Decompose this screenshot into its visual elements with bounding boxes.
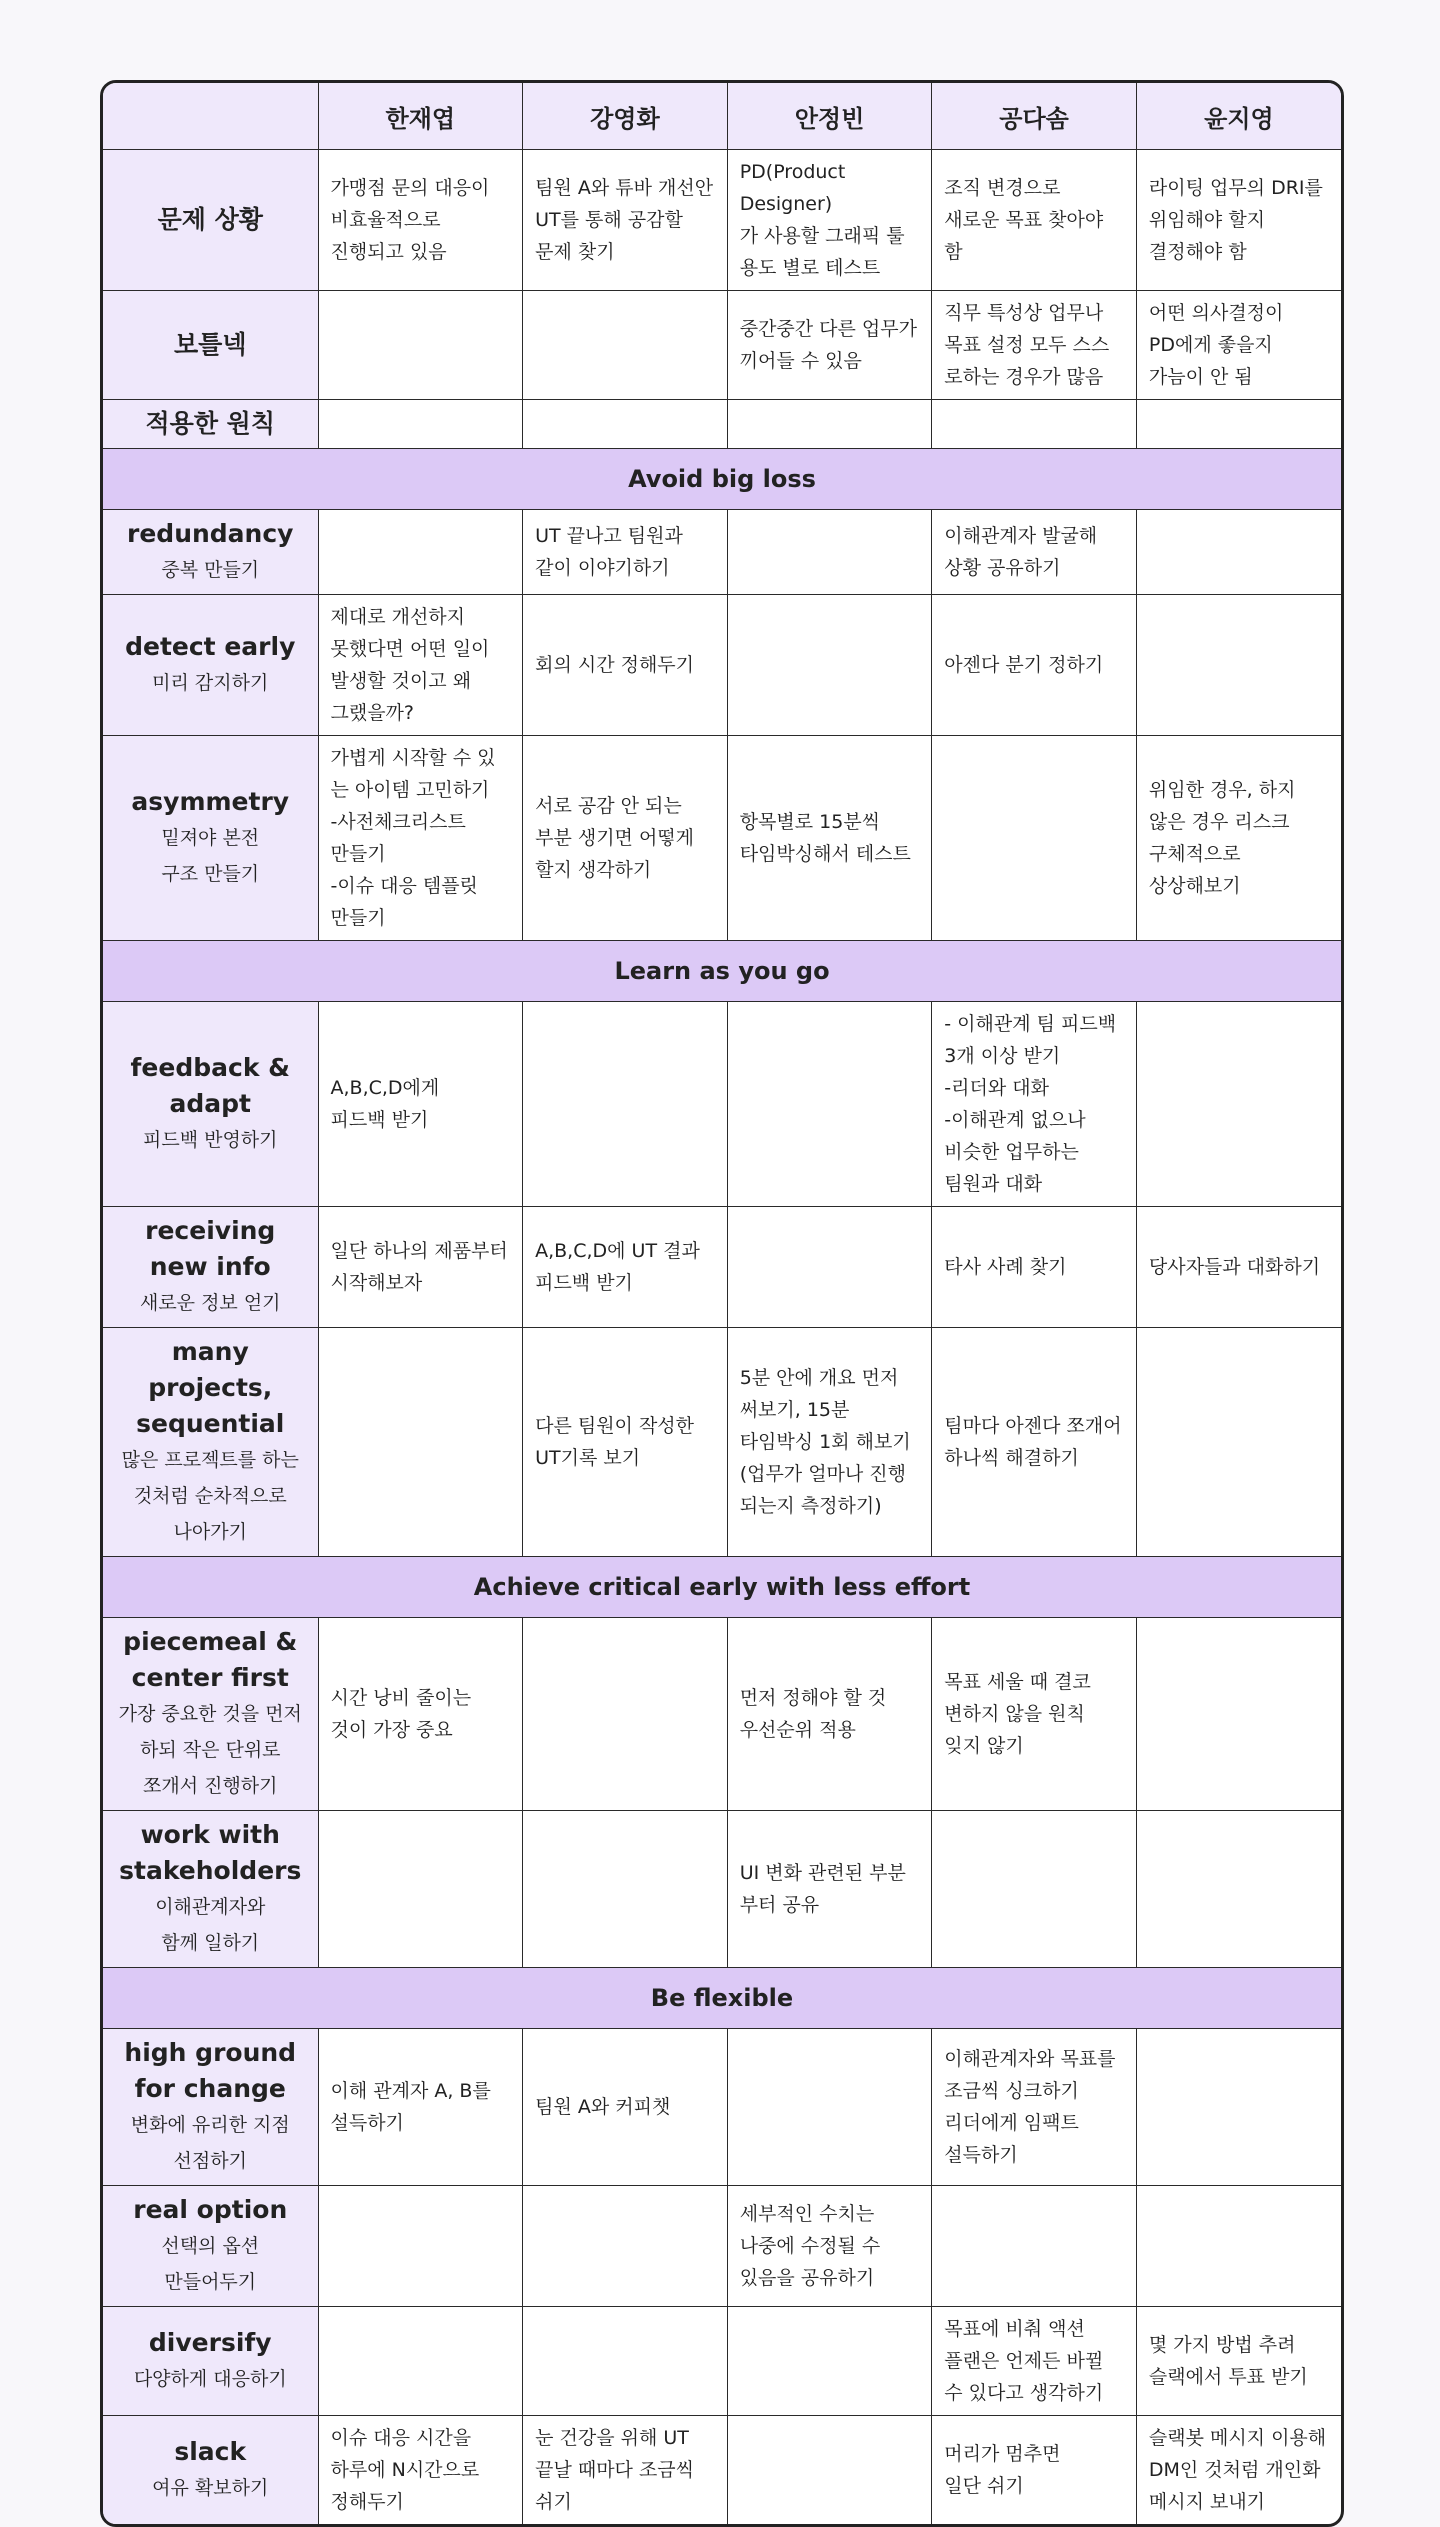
section-row <box>103 1968 1341 2029</box>
table-cell: A,B,C,D에 UT 결과 피드백 받기 <box>523 1207 728 1328</box>
row-label <box>103 1811 318 1968</box>
principle-name: high ground for change <box>124 2038 297 2103</box>
principle-description: 가장 중요한 것을 먼저 하되 작은 단위로 쪼개서 진행하기 <box>118 1703 302 1797</box>
table-row <box>103 1618 1341 1811</box>
table-cell: 팀마다 아젠다 쪼개어 하나씩 해결하기 <box>932 1328 1137 1557</box>
table-cell <box>727 1002 932 1207</box>
table-cell: 이해관계자 발굴해 상황 공유하기 <box>932 510 1137 595</box>
table-cell: 머리가 멈추면 일단 쉬기 <box>932 2416 1137 2525</box>
table-cell: 직무 특성상 업무나 목표 설정 모두 스스 로하는 경우가 많음 <box>932 291 1137 400</box>
principle-name: detect early <box>125 632 296 661</box>
row-label <box>103 2307 318 2416</box>
table-cell: 시간 낭비 줄이는 것이 가장 중요 <box>318 1618 523 1811</box>
column-header: 한재엽 <box>318 83 523 150</box>
row-label <box>103 510 318 595</box>
table-cell <box>727 510 932 595</box>
table-cell: 다른 팀원이 작성한 UT기록 보기 <box>523 1328 728 1557</box>
section-row <box>103 1557 1341 1618</box>
table-cell <box>318 2307 523 2416</box>
table-cell <box>318 291 523 400</box>
row-label <box>103 1328 318 1557</box>
table-cell: 회의 시간 정해두기 <box>523 595 728 736</box>
principles-table-card <box>100 80 1344 2527</box>
row-label-title: 적용한 원칙 <box>145 409 275 438</box>
table-cell: 목표에 비춰 액션 플랜은 언제든 바뀔 수 있다고 생각하기 <box>932 2307 1137 2416</box>
table-row <box>103 2186 1341 2307</box>
table-cell <box>1136 595 1341 736</box>
table-row <box>103 400 1341 449</box>
principle-name: receiving new info <box>145 1216 276 1281</box>
principle-description: 이해관계자와 함께 일하기 <box>155 1896 266 1954</box>
table-cell <box>318 1328 523 1557</box>
table-cell <box>523 1618 728 1811</box>
principle-description: 변화에 유리한 지점 선점하기 <box>130 2114 290 2172</box>
principle-name: many projects, sequential <box>136 1337 285 1438</box>
table-row <box>103 1207 1341 1328</box>
table-cell <box>1136 400 1341 449</box>
table-row <box>103 291 1341 400</box>
table-cell: 목표 세울 때 결코 변하지 않을 원칙 잊지 않기 <box>932 1618 1137 1811</box>
principle-description: 중복 만들기 <box>161 559 260 581</box>
table-cell <box>1136 1618 1341 1811</box>
table-cell <box>727 2416 932 2525</box>
table-cell: 일단 하나의 제품부터 시작해보자 <box>318 1207 523 1328</box>
table-cell: PD(Product Designer) 가 사용할 그래픽 툴 용도 별로 테스트 <box>727 150 932 291</box>
section-title: Achieve critical early with less effort <box>103 1557 1341 1618</box>
table-cell <box>932 400 1137 449</box>
table-cell: 5분 안에 개요 먼저 써보기, 15분 타임박싱 1회 해보기 (업무가 얼마나 진행 되는지 측정하기) <box>727 1328 932 1557</box>
table-cell: 항목별로 15분씩 타임박싱해서 테스트 <box>727 736 932 941</box>
table-cell: 먼저 정해야 할 것 우선순위 적용 <box>727 1618 932 1811</box>
row-label <box>103 736 318 941</box>
table-cell: 중간중간 다른 업무가 끼어들 수 있음 <box>727 291 932 400</box>
section-title: Learn as you go <box>103 941 1341 1002</box>
column-header: 강영화 <box>523 83 728 150</box>
table-row <box>103 736 1341 941</box>
column-header: 윤지영 <box>1136 83 1341 150</box>
section-title: Avoid big loss <box>103 449 1341 510</box>
row-label-title: 보틀넥 <box>174 330 247 359</box>
table-cell <box>523 1002 728 1207</box>
row-label <box>103 1002 318 1207</box>
table-cell: 제대로 개선하지 못했다면 어떤 일이 발생할 것이고 왜 그랬을까? <box>318 595 523 736</box>
table-cell: 이슈 대응 시간을 하루에 N시간으로 정해두기 <box>318 2416 523 2525</box>
principle-name: real option <box>133 2195 288 2224</box>
table-cell: 가맹점 문의 대응이 비효율적으로 진행되고 있음 <box>318 150 523 291</box>
table-cell <box>727 2307 932 2416</box>
table-cell <box>1136 2186 1341 2307</box>
header-row <box>103 83 1341 150</box>
row-label <box>103 595 318 736</box>
table-row <box>103 2307 1341 2416</box>
table-cell <box>523 2307 728 2416</box>
row-label <box>103 2029 318 2186</box>
table-cell: 아젠다 분기 정하기 <box>932 595 1137 736</box>
table-cell <box>727 1207 932 1328</box>
section-row <box>103 449 1341 510</box>
table-body <box>103 150 1341 2525</box>
principle-description: 미리 감지하기 <box>152 672 269 694</box>
principle-description: 새로운 정보 얻기 <box>139 1292 281 1314</box>
principle-name: diversify <box>148 2328 272 2357</box>
table-cell: 위임한 경우, 하지 않은 경우 리스크 구체적으로 상상해보기 <box>1136 736 1341 941</box>
table-cell <box>318 510 523 595</box>
table-row <box>103 595 1341 736</box>
principle-description: 밑져야 본전 구조 만들기 <box>161 827 260 885</box>
principle-description: 다양하게 대응하기 <box>133 2368 287 2390</box>
table-cell: 눈 건강을 위해 UT 끝날 때마다 조금씩 쉬기 <box>523 2416 728 2525</box>
table-cell <box>1136 1328 1341 1557</box>
table-cell: 팀원 A와 튜바 개선안 UT를 통해 공감할 문제 찾기 <box>523 150 728 291</box>
column-header: 공다솜 <box>932 83 1137 150</box>
table-cell <box>318 2186 523 2307</box>
row-label <box>103 400 318 449</box>
row-label <box>103 150 318 291</box>
table-cell: 서로 공감 안 되는 부분 생기면 어떻게 할지 생각하기 <box>523 736 728 941</box>
table-row <box>103 510 1341 595</box>
principle-description: 피드백 반영하기 <box>142 1129 278 1151</box>
table-cell <box>932 2186 1137 2307</box>
table-cell <box>1136 1002 1341 1207</box>
table-row <box>103 1811 1341 1968</box>
principle-name: work with stakeholders <box>119 1820 302 1885</box>
table-row <box>103 1328 1341 1557</box>
table-row <box>103 150 1341 291</box>
principle-description: 선택의 옵션 만들어두기 <box>161 2235 260 2293</box>
table-row <box>103 2416 1341 2525</box>
section-title: Be flexible <box>103 1968 1341 2029</box>
table-cell <box>523 291 728 400</box>
table-cell: 어떤 의사결정이 PD에게 좋을지 가늠이 안 됨 <box>1136 291 1341 400</box>
table-cell <box>932 736 1137 941</box>
section-row <box>103 941 1341 1002</box>
principle-description: 여유 확보하기 <box>152 2477 269 2499</box>
principle-name: slack <box>174 2437 247 2466</box>
table-cell: 슬랙봇 메시지 이용해 DM인 것처럼 개인화 메시지 보내기 <box>1136 2416 1341 2525</box>
row-label <box>103 1207 318 1328</box>
principle-name: asymmetry <box>131 787 290 816</box>
table-cell <box>523 400 728 449</box>
row-label <box>103 2186 318 2307</box>
table-cell <box>727 2029 932 2186</box>
principles-table <box>103 83 1341 2524</box>
table-cell: 라이팅 업무의 DRI를 위임해야 할지 결정해야 함 <box>1136 150 1341 291</box>
column-header: 안정빈 <box>727 83 932 150</box>
table-cell <box>318 1811 523 1968</box>
table-cell <box>727 400 932 449</box>
corner-cell <box>103 83 318 150</box>
principle-name: redundancy <box>127 519 294 548</box>
table-cell <box>523 2186 728 2307</box>
table-cell <box>932 1811 1137 1968</box>
table-cell <box>1136 1811 1341 1968</box>
table-cell: A,B,C,D에게 피드백 받기 <box>318 1002 523 1207</box>
row-label <box>103 2416 318 2525</box>
table-cell <box>727 595 932 736</box>
table-cell: 세부적인 수치는 나중에 수정될 수 있음을 공유하기 <box>727 2186 932 2307</box>
table-cell <box>1136 2029 1341 2186</box>
table-cell: UI 변화 관련된 부분 부터 공유 <box>727 1811 932 1968</box>
principle-description: 많은 프로젝트를 하는 것처럼 순차적으로 나아가기 <box>121 1449 299 1543</box>
table-cell: 이해 관계자 A, B를 설득하기 <box>318 2029 523 2186</box>
table-cell: 팀원 A와 커피챗 <box>523 2029 728 2186</box>
table-row <box>103 1002 1341 1207</box>
table-cell: 당사자들과 대화하기 <box>1136 1207 1341 1328</box>
table-cell: UT 끝나고 팀원과 같이 이야기하기 <box>523 510 728 595</box>
principle-name: feedback & adapt <box>130 1053 290 1118</box>
table-cell: 가볍게 시작할 수 있 는 아이템 고민하기 -사전체크리스트 만들기 -이슈 대응 템플릿 만들기 <box>318 736 523 941</box>
table-cell: - 이해관계 팀 피드백 3개 이상 받기 -리더와 대화 -이해관계 없으나 비슷한 업무하는 팀원과 대화 <box>932 1002 1137 1207</box>
row-label <box>103 1618 318 1811</box>
table-row <box>103 2029 1341 2186</box>
table-cell: 이해관계자와 목표를 조금씩 싱크하기 리더에게 임팩트 설득하기 <box>932 2029 1137 2186</box>
table-cell <box>1136 510 1341 595</box>
table-cell: 타사 사례 찾기 <box>932 1207 1137 1328</box>
row-label-title: 문제 상황 <box>157 205 263 234</box>
table-cell: 몇 가지 방법 추려 슬랙에서 투표 받기 <box>1136 2307 1341 2416</box>
table-cell <box>523 1811 728 1968</box>
table-cell: 조직 변경으로 새로운 목표 찾아야 함 <box>932 150 1137 291</box>
row-label <box>103 291 318 400</box>
table-cell <box>318 400 523 449</box>
principle-name: piecemeal & center first <box>123 1627 298 1692</box>
